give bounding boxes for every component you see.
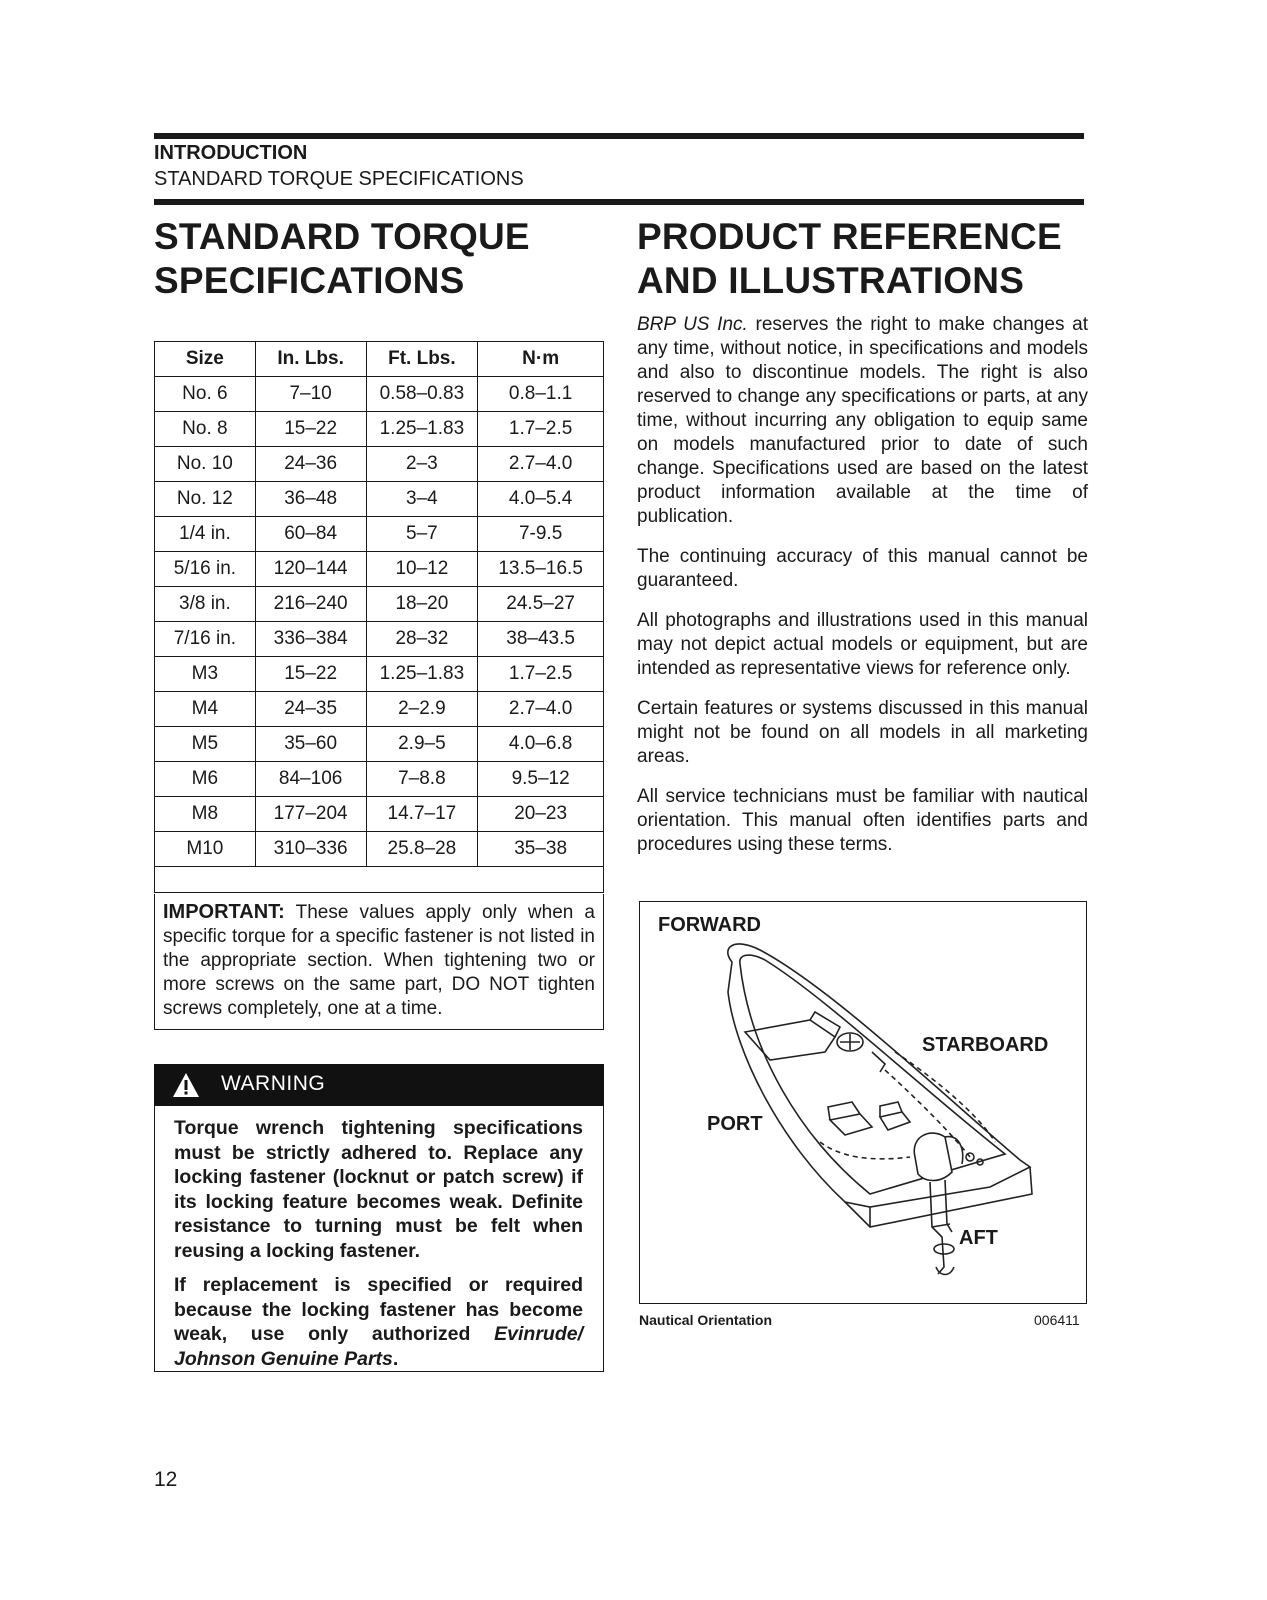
table-cell: 24.5–27 — [478, 587, 604, 622]
table-cell: 177–204 — [255, 797, 366, 832]
product-reference-text — [637, 313, 1088, 873]
warning-p2-end: . — [392, 1347, 399, 1370]
table-cell: 1.7–2.5 — [478, 657, 604, 692]
table-cell: 120–144 — [255, 552, 366, 587]
table-cell: 216–240 — [255, 587, 366, 622]
paragraph-features: Certain features or systems discussed in this manual might not be found on all models in all marketing areas. — [637, 698, 1088, 767]
warning-title: WARNING — [221, 1072, 326, 1095]
table-row — [155, 692, 604, 727]
torque-table — [154, 341, 604, 893]
table-cell: 0.8–1.1 — [478, 377, 604, 412]
table-cell: 7–8.8 — [366, 762, 478, 797]
table-cell: 14.7–17 — [366, 797, 478, 832]
table-cell: M6 — [155, 762, 256, 797]
table-cell: 84–106 — [255, 762, 366, 797]
torque-title-line2: SPECIFICATIONS — [154, 260, 465, 301]
subsection-header: STANDARD TORQUE SPECIFICATIONS — [154, 168, 524, 190]
torque-table-body — [155, 377, 604, 893]
figure-code: 006411 — [1034, 1312, 1080, 1328]
col-header-ft-lbs: Ft. Lbs. — [366, 342, 478, 377]
table-cell: No. 12 — [155, 482, 256, 517]
torque-title — [154, 215, 530, 303]
warning-p2-brand: Evinrude/ Johnson Genuine Parts — [174, 1323, 583, 1370]
col-header-nm: N·m — [478, 342, 604, 377]
table-cell: 2.7–4.0 — [478, 692, 604, 727]
table-row — [155, 447, 604, 482]
table-cell: 5/16 in. — [155, 552, 256, 587]
table-cell: No. 10 — [155, 447, 256, 482]
product-reference-title — [637, 215, 1062, 303]
table-cell: 24–35 — [255, 692, 366, 727]
table-blank-row — [155, 867, 604, 893]
table-row — [155, 587, 604, 622]
table-cell: 36–48 — [255, 482, 366, 517]
header-rule-bottom — [154, 199, 1084, 205]
table-cell: 35–60 — [255, 727, 366, 762]
table-row — [155, 657, 604, 692]
important-note — [154, 894, 604, 1030]
table-cell: 60–84 — [255, 517, 366, 552]
col-header-in-lbs: In. Lbs. — [255, 342, 366, 377]
section-header: INTRODUCTION — [154, 142, 308, 164]
table-cell: 2.7–4.0 — [478, 447, 604, 482]
table-cell: 15–22 — [255, 657, 366, 692]
table-cell: 2.9–5 — [366, 727, 478, 762]
boat-illustration — [640, 902, 1086, 1303]
table-cell: M5 — [155, 727, 256, 762]
warning-paragraph-2 — [174, 1273, 583, 1371]
table-cell: 4.0–5.4 — [478, 482, 604, 517]
table-row — [155, 622, 604, 657]
table-cell: 310–336 — [255, 832, 366, 867]
table-row — [155, 517, 604, 552]
label-forward: FORWARD — [658, 914, 761, 936]
label-starboard: STARBOARD — [922, 1034, 1049, 1056]
rights-text: reserves the right to make changes at any time, without notice, in specifications and models and also to discontinue models. The right is also reserved to change any specifications or parts, at any time, without incurring any obligation to equip same on models manufactured prior to date of such change. Specifications used are based on the latest product information available at the time of publication. — [637, 314, 1088, 527]
table-cell: No. 6 — [155, 377, 256, 412]
table-row — [155, 797, 604, 832]
table-cell: 25.8–28 — [366, 832, 478, 867]
product-title-line1: PRODUCT REFERENCE — [637, 216, 1062, 257]
label-aft: AFT — [959, 1227, 998, 1249]
table-cell: 10–12 — [366, 552, 478, 587]
company-name: BRP US Inc. — [637, 314, 748, 335]
figure-caption: Nautical Orientation — [639, 1312, 773, 1328]
table-blank-cell — [155, 867, 604, 893]
table-cell: 5–7 — [366, 517, 478, 552]
paragraph-nautical: All service technicians must be familiar with nautical orientation. This manual often identifies parts and procedures using these terms. — [637, 786, 1088, 855]
table-cell: No. 8 — [155, 412, 256, 447]
table-cell: 7–10 — [255, 377, 366, 412]
table-cell: 0.58–0.83 — [366, 377, 478, 412]
table-cell: 18–20 — [366, 587, 478, 622]
warning-p2-text: If replacement is specified or required because the locking fastener has become weak, use only authorized — [174, 1274, 583, 1345]
paragraph-illustrations: All photographs and illustrations used in this manual may not depict actual models or equipment, but are intended as representative views for reference only. — [637, 610, 1088, 679]
product-title-line2: AND ILLUSTRATIONS — [637, 260, 1025, 301]
table-cell: 9.5–12 — [478, 762, 604, 797]
torque-header-row — [155, 342, 604, 377]
paragraph-rights — [637, 313, 1088, 529]
table-row — [155, 482, 604, 517]
torque-title-line1: STANDARD TORQUE — [154, 216, 530, 257]
table-row — [155, 552, 604, 587]
table-cell: 1.25–1.83 — [366, 657, 478, 692]
table-cell: 24–36 — [255, 447, 366, 482]
table-cell: 1.25–1.83 — [366, 412, 478, 447]
warning-body — [154, 1106, 604, 1372]
warning-header — [154, 1064, 604, 1106]
table-cell: 1.7–2.5 — [478, 412, 604, 447]
table-cell: 2–3 — [366, 447, 478, 482]
table-cell: M8 — [155, 797, 256, 832]
col-header-size: Size — [155, 342, 256, 377]
table-cell: 35–38 — [478, 832, 604, 867]
table-cell: 7-9.5 — [478, 517, 604, 552]
table-cell: 15–22 — [255, 412, 366, 447]
table-cell: 20–23 — [478, 797, 604, 832]
label-port: PORT — [707, 1113, 763, 1135]
paragraph-accuracy: The continuing accuracy of this manual cannot be guaranteed. — [637, 546, 1088, 591]
table-row — [155, 412, 604, 447]
page-number: 12 — [154, 1468, 178, 1491]
table-cell: 2–2.9 — [366, 692, 478, 727]
table-cell: 28–32 — [366, 622, 478, 657]
table-cell: 7/16 in. — [155, 622, 256, 657]
table-row — [155, 832, 604, 867]
table-cell: M4 — [155, 692, 256, 727]
table-cell: 38–43.5 — [478, 622, 604, 657]
table-cell: 1/4 in. — [155, 517, 256, 552]
table-cell: 3/8 in. — [155, 587, 256, 622]
important-label: IMPORTANT: — [163, 901, 285, 923]
table-cell: M3 — [155, 657, 256, 692]
table-row — [155, 762, 604, 797]
header-rule-top — [154, 133, 1084, 139]
warning-paragraph-1: Torque wrench tightening specifications must be strictly adhered to. Replace any locking fastener (locknut or patch screw) if its locking feature becomes weak. Definite resistance to turning must be felt when reusing a locking fastener. — [174, 1117, 583, 1262]
table-cell: 336–384 — [255, 622, 366, 657]
table-row — [155, 727, 604, 762]
table-cell: M10 — [155, 832, 256, 867]
table-row — [155, 377, 604, 412]
nautical-orientation-figure — [639, 901, 1087, 1304]
important-text: These values apply only when a specific torque for a specific fastener is not listed in the appropriate section. When tightening two or more screws on the same part, DO NOT tighten screws completely, one at a time. — [163, 902, 595, 1019]
warning-triangle-icon — [172, 1072, 200, 1098]
table-cell: 4.0–6.8 — [478, 727, 604, 762]
table-cell: 3–4 — [366, 482, 478, 517]
table-cell: 13.5–16.5 — [478, 552, 604, 587]
